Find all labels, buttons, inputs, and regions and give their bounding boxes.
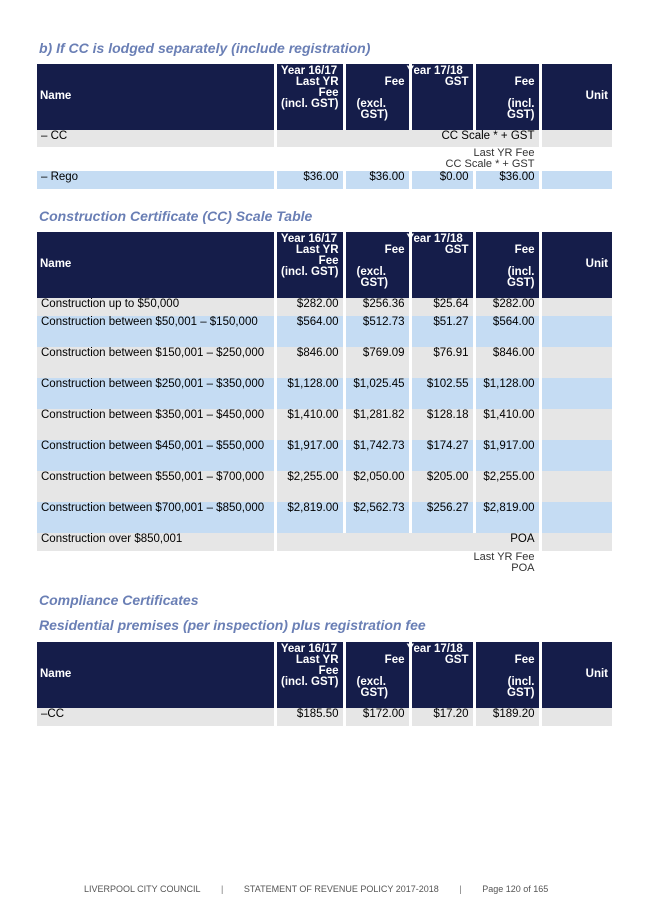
row-name: Construction between $700,001 – $850,000	[37, 502, 275, 533]
header-last-yr-line2: Fee	[318, 87, 339, 99]
header-excl-line2: GST)	[360, 109, 388, 121]
row-name: Construction over $850,001	[37, 533, 275, 551]
row-name: Construction between $250,001 – $350,000	[37, 378, 275, 409]
row-note	[275, 147, 540, 171]
row-incl: $1,917.00	[474, 440, 540, 471]
row-name: Construction up to $50,000	[37, 298, 275, 316]
header-fee-label: Fee	[384, 654, 405, 666]
header-unit: Unit	[540, 642, 612, 708]
row-unit	[540, 708, 612, 726]
header-fee-excl	[344, 64, 410, 130]
table-row	[37, 171, 612, 189]
row-excl: $256.36	[344, 298, 410, 316]
table-row	[37, 533, 612, 551]
row-unit	[540, 440, 612, 471]
fee-table-residential	[37, 642, 612, 726]
table-row	[37, 471, 612, 502]
table-row	[37, 378, 612, 409]
row-name: Construction between $350,001 – $450,000	[37, 409, 275, 440]
row-excl: $1,281.82	[344, 409, 410, 440]
header-year-prev: Year 16/17	[280, 643, 338, 655]
header-year-prev: Year 16/17	[280, 65, 338, 77]
row-unit	[540, 130, 612, 147]
row-last-yr: $2,255.00	[275, 471, 344, 502]
header-fee-incl	[474, 232, 540, 298]
header-last-yr-line1: Last YR	[295, 244, 339, 256]
note-line2: POA	[511, 562, 535, 574]
header-last-yr-line2: Fee	[318, 665, 339, 677]
header-last-yr-incl: (incl. GST)	[281, 676, 339, 688]
row-name: Construction between $450,001 – $550,000	[37, 440, 275, 471]
fee-table-cc-separate	[37, 64, 612, 189]
header-incl-label: (incl. GST)	[507, 98, 535, 121]
header-last-yr-incl: (incl. GST)	[281, 98, 339, 110]
header-unit: Unit	[540, 64, 612, 130]
header-last-yr-incl: (incl. GST)	[281, 266, 339, 278]
table-row	[37, 502, 612, 533]
footer-org: LIVERPOOL CITY COUNCIL	[84, 884, 201, 894]
note-line1: Last YR Fee	[473, 147, 535, 159]
row-last-yr: $2,819.00	[275, 502, 344, 533]
row-excl: $36.00	[344, 171, 410, 189]
row-incl: $1,410.00	[474, 409, 540, 440]
row-last-yr: $1,410.00	[275, 409, 344, 440]
table-row	[37, 130, 612, 147]
footer-separator: |	[221, 884, 224, 894]
footer-doc-title: STATEMENT OF REVENUE POLICY 2017-2018	[243, 884, 439, 894]
row-name: – CC	[37, 130, 275, 147]
row-unit	[540, 502, 612, 533]
header-gst-label: GST	[444, 654, 469, 666]
row-gst: $51.27	[410, 316, 474, 347]
row-excl: $769.09	[344, 347, 410, 378]
header-fee-label: Fee	[384, 76, 405, 88]
row-last-yr: $846.00	[275, 347, 344, 378]
header-gst-label: GST	[444, 244, 469, 256]
row-incl: $282.00	[474, 298, 540, 316]
header-year-curr: Year 17/18	[406, 643, 463, 655]
header-unit: Unit	[540, 232, 612, 298]
header-fee-label: Fee	[384, 244, 405, 256]
header-fee-excl	[344, 642, 410, 708]
header-last-yr-line2: Fee	[318, 255, 339, 267]
row-incl: $36.00	[474, 171, 540, 189]
row-gst: $17.20	[410, 708, 474, 726]
row-incl: $846.00	[474, 347, 540, 378]
header-gst	[406, 232, 474, 298]
row-note	[275, 551, 540, 577]
row-excl: $1,025.45	[344, 378, 410, 409]
header-year-prev: Year 16/17	[280, 233, 338, 245]
table-row-note	[37, 147, 612, 171]
row-last-yr: $185.50	[275, 708, 344, 726]
row-gst: $25.64	[410, 298, 474, 316]
table-row	[37, 298, 612, 316]
row-gst: $0.00	[410, 171, 474, 189]
header-incl-label: (incl. GST)	[507, 266, 535, 289]
header-gst	[406, 64, 474, 130]
fee-table-cc-scale	[37, 232, 612, 577]
header-last-yr-line1: Last YR	[295, 654, 339, 666]
header-name: Name	[37, 64, 275, 130]
header-name: Name	[37, 642, 275, 708]
header-excl-line1: (excl.	[356, 676, 386, 688]
row-incl: $564.00	[474, 316, 540, 347]
row-incl: $189.20	[474, 708, 540, 726]
row-last-yr: $36.00	[275, 171, 344, 189]
row-unit	[540, 378, 612, 409]
row-unit	[540, 316, 612, 347]
header-excl-line2: GST)	[360, 687, 388, 699]
row-gst: $128.18	[410, 409, 474, 440]
row-unit	[540, 471, 612, 502]
header-fee-incl	[474, 64, 540, 130]
row-incl: $2,255.00	[474, 471, 540, 502]
compliance-certificates-title: Compliance Certificates	[39, 592, 199, 608]
header-last-yr-line1: Last YR	[295, 76, 339, 88]
row-excl: $172.00	[344, 708, 410, 726]
header-last-yr-fee	[275, 64, 344, 130]
residential-premises-title: Residential premises (per inspection) plus registration fee	[39, 617, 426, 633]
row-name: – Rego	[37, 171, 275, 189]
row-incl: $2,819.00	[474, 502, 540, 533]
header-fee2-label: Fee	[514, 244, 535, 256]
header-name: Name	[37, 232, 275, 298]
row-last-yr: $282.00	[275, 298, 344, 316]
table-row	[37, 347, 612, 378]
row-unit	[540, 171, 612, 189]
row-unit	[540, 409, 612, 440]
table-row	[37, 708, 612, 726]
row-incl: $1,128.00	[474, 378, 540, 409]
header-year-curr: Year 17/18	[406, 65, 463, 77]
table-row-note	[37, 551, 612, 577]
row-last-yr: $564.00	[275, 316, 344, 347]
row-last-yr: $1,917.00	[275, 440, 344, 471]
header-excl-line2: GST)	[360, 277, 388, 289]
table-row	[37, 409, 612, 440]
row-name: Construction between $150,001 – $250,000	[37, 347, 275, 378]
scale-table-title: Construction Certificate (CC) Scale Table	[39, 208, 313, 224]
row-gst: $205.00	[410, 471, 474, 502]
row-span-text: POA	[275, 533, 540, 551]
header-last-yr-fee	[275, 642, 344, 708]
header-fee2-label: Fee	[514, 654, 535, 666]
row-gst: $256.27	[410, 502, 474, 533]
note-line1: Last YR Fee	[473, 551, 535, 563]
header-excl-line1: (excl.	[356, 98, 386, 110]
header-fee-incl	[474, 642, 540, 708]
header-gst-label: GST	[444, 76, 469, 88]
row-unit	[540, 533, 612, 551]
table-row	[37, 440, 612, 471]
row-last-yr: $1,128.00	[275, 378, 344, 409]
row-name: Construction between $550,001 – $700,000	[37, 471, 275, 502]
note-line2: CC Scale * + GST	[445, 158, 535, 170]
header-year-curr: Year 17/18	[406, 233, 463, 245]
row-name: Construction between $50,001 – $150,000	[37, 316, 275, 347]
row-unit	[540, 298, 612, 316]
row-gst: $174.27	[410, 440, 474, 471]
header-fee-excl	[344, 232, 410, 298]
row-excl: $2,050.00	[344, 471, 410, 502]
row-excl: $512.73	[344, 316, 410, 347]
header-excl-line1: (excl.	[356, 266, 386, 278]
footer-separator: |	[459, 884, 462, 894]
row-gst: $102.55	[410, 378, 474, 409]
table-row	[37, 316, 612, 347]
row-span-text: CC Scale * + GST	[275, 130, 540, 147]
section-b-title: b) If CC is lodged separately (include registration)	[39, 40, 371, 56]
header-incl-label: (incl. GST)	[507, 676, 535, 699]
row-unit	[540, 347, 612, 378]
row-name: –CC	[37, 708, 275, 726]
footer-page-number: Page 120 of 165	[482, 884, 549, 894]
header-gst	[406, 642, 474, 708]
row-excl: $1,742.73	[344, 440, 410, 471]
row-excl: $2,562.73	[344, 502, 410, 533]
header-fee2-label: Fee	[514, 76, 535, 88]
row-gst: $76.91	[410, 347, 474, 378]
page-footer	[84, 884, 584, 894]
header-last-yr-fee	[275, 232, 344, 298]
